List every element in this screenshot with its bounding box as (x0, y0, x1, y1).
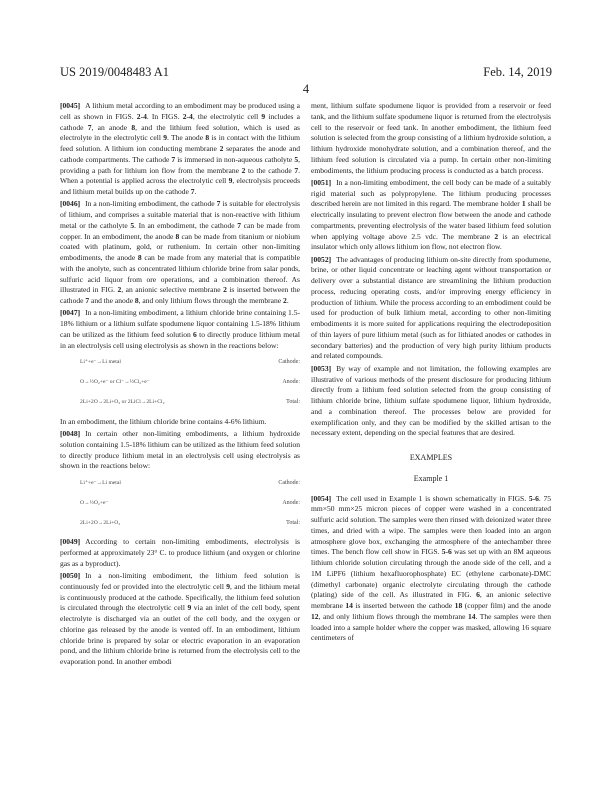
reference-numeral: 8 (205, 133, 210, 143)
reference-numeral: 9 (261, 111, 266, 121)
reference-numeral: 2 (283, 296, 287, 306)
paragraph-text: , an anode (91, 122, 132, 132)
equation-text: 2Li+2O→2Li+O₂ (80, 519, 121, 526)
reference-numeral: 6 (193, 329, 197, 339)
reference-numeral: 2-4 (182, 111, 193, 121)
reaction-equation (80, 397, 300, 408)
paragraph (60, 199, 300, 307)
reference-numeral: 1 (521, 199, 526, 209)
paragraph-text: , and only lithium flows through the membrane (138, 296, 284, 306)
paragraph-number: [0052] (311, 254, 332, 264)
paragraph-number: [0045] (60, 101, 81, 110)
left-column (60, 101, 300, 669)
paragraph-text: is immersed in non-aqueous catholyte (175, 154, 295, 164)
reference-numeral: 2 (494, 231, 499, 241)
equation-text: Li⁺+e⁻→Li metal (80, 480, 121, 487)
reference-numeral: 12 (311, 611, 319, 621)
reference-numeral: 2 (219, 144, 224, 153)
reference-numeral: 9 (228, 176, 233, 186)
paragraph-text: . In FIGS. (146, 111, 183, 121)
paragraph-text: The cell used in Example 1 is shown schematically in FIGS. (336, 493, 529, 503)
paragraph-text: In a non-limiting embodiment, a lithium chloride brine containing 1.5-18% lithium or a lithium sulfate spodumene liquor containing 1.5-18% lithium can be utilized as the lithium feed solution (60, 308, 300, 339)
reference-numeral: 2 (241, 165, 246, 175)
reference-numeral: 8 (131, 122, 136, 132)
equation-label: Anode: (282, 499, 300, 506)
right-column (311, 101, 551, 646)
paragraph-text: separates the anode and cathode compartments. The cathode (60, 144, 300, 164)
paragraph-text: , electrolysis proceeds and lithium metal builds up on the cathode (60, 176, 301, 196)
equation-text: 2Li+2O→2Li+O₂ or 2LiCl→2Li+Cl₂ (80, 398, 165, 405)
paragraph-text: In an embodiment, the lithium chloride brine contains 4-6% lithium. (60, 416, 267, 426)
reaction-equation (80, 357, 300, 368)
paragraph (60, 429, 300, 472)
paragraph-text: , and the lithium feed solution, which is used as electrolyte in the electrolytic cell (60, 122, 300, 143)
reaction-equation (80, 377, 300, 388)
paragraph-text: and the anode (89, 296, 135, 306)
paragraph-text: A lithium metal according to an embodiment may be produced using a cell as shown in FIGS. (60, 101, 300, 121)
equation-label: Anode: (282, 379, 300, 386)
paragraph-number: [0051] (311, 177, 332, 187)
reaction-equation (80, 478, 300, 489)
paragraph-continuation (60, 417, 300, 428)
reference-numeral: 14 (345, 601, 353, 611)
reference-numeral: 9 (187, 603, 192, 613)
paragraph-text: By way of example and not limitation, the following examples are illustrative of various methods of the present disclosure for producing lithium directly from a lithium feed solution selected from the group consisting of lithium chloride brine, lithium sulfate spodumene liquor, lithium hydroxide, and a combination thereof. The processes below are provided for exemplification only, and they can be modified by the skilled artisan to the necessary extent, depending on the special features that are desired. (311, 363, 551, 438)
paragraph-text: is inserted between the cathode (352, 601, 455, 611)
paragraph-text: ment, lithium sulfate spodumene liquor is provided from a reservoir or feed tank, and the lithium sulfate spodumene liquor is returned from the electrolysis cell to the reservoir or feed tank. In another embodiment, the lithium feed solution is selected from the group consisting of a lithium hydroxide solution, a lithium hydroxide monohydrate solution, and a combination thereof, and the lithium feed solution is circulated via a pump. In certain other non-limiting embodiments, the lithium producing process is conducted as a batch process. (311, 101, 552, 175)
equation-label: Total: (286, 519, 300, 526)
paragraph-text: , the electrolytic cell (192, 111, 262, 121)
reference-numeral: 5 (294, 154, 299, 164)
paragraph (60, 537, 300, 569)
reaction-equation (80, 498, 300, 509)
reference-numeral: 2-4 (136, 111, 147, 121)
reference-numeral: 7 (190, 187, 195, 196)
paragraph-text: (copper film) and the anode (462, 601, 551, 611)
paragraph-number: [0053] (311, 363, 332, 373)
section-heading: EXAMPLES (409, 453, 453, 463)
paragraph-text: is inserted between the cathode (60, 285, 300, 306)
paragraph-text: , providing a path for lithium ion flow from the membrane (60, 154, 301, 175)
paragraph (311, 255, 551, 363)
paragraph-text: can be made from any material that is compatible with the anolyte, such as concentrated lithium chloride brine from salar ponds, sulfuric acid liquor from ore operations, and a combination thereof. As illustrated in FIG. (60, 253, 300, 295)
paragraph-text: to directly produce lithium metal in an electrolysis cell using electrolysis as shown in the reactions below: (60, 329, 300, 350)
paragraph-text: can be made from copper. In an embodiment, the anode (60, 220, 301, 241)
reference-numeral: 5-6 (528, 493, 539, 503)
reference-numeral: 7 (216, 199, 221, 209)
reference-numeral: 7 (87, 122, 92, 132)
page-number: 4 (302, 82, 310, 96)
paragraph-text: In a non-limiting embodiment, the cell body can be made of a suitably rigid material such as polypropylene. The lithium producing processes described herein are not limited in this regard. The membrane holder (311, 177, 551, 209)
reference-numeral: 6 (476, 590, 480, 600)
paragraph-text: The advantages of producing lithium on-site directly from spodumene, brine, or other liquid concentrate or leaching agent without transportation or delivery over a substantial distance are streamlining the lithium production process, reducing operating costs, and/or improving energy efficiency in production of lithium. While the process according to an embodiment could be used for production of bulk lithium metal, according to other non-limiting embodiments it is more suited for applications requiring the electrodeposition of thin layers of pure lithium metal (such as for lithiated anodes or cathodes in secondary batteries) and the production of very high purity lithium products and related compounds. (311, 254, 551, 361)
paragraph-text: , and the lithium metal is continuously produced at the cathode. Specifically, the lithium feed solution is circulated through the electrolytic cell (60, 581, 300, 613)
equation-label: Total: (286, 398, 300, 405)
paragraph (60, 308, 300, 351)
paragraph-text: . In an embodiment, the cathode (134, 220, 238, 230)
reference-numeral: 2 (223, 285, 227, 295)
paragraph-text: shall be electrically insulating to prevent electron flow between the anode and cathode compartments, preventing electrolysis of the water based lithium feed solution when applying voltage above 2.5 vdc. The membrane (311, 199, 551, 241)
paragraph-text: is an electrical insulator which only allows lithium ion flow, not electron flow. (311, 231, 552, 252)
paragraph-text: . (286, 296, 289, 306)
paragraph-text: includes a cathode (60, 111, 301, 132)
publication-number: US 2019/0048483 A1 (60, 65, 170, 79)
equation-label: Cathode: (278, 359, 300, 366)
reference-numeral: 9 (163, 133, 167, 143)
paragraph-text: In certain other non-limiting embodiments, a lithium hydroxide solution containing 1.5-18% lithium can be utilized as the lithium feed solution to directly produce lithium metal in an electrolysis cell using electrolysis as shown in the reactions below: (60, 429, 300, 471)
paragraph-text: can be made from titanium or niobium coated with platinum, gold, or ruthenium. In certain other non-limiting embodiments, the anode (60, 231, 300, 263)
paragraph-text: is in contact with the lithium feed solution. A lithium ion conducting membrane (60, 133, 300, 153)
publication-date: Feb. 14, 2019 (483, 65, 552, 79)
paragraph-number: [0047] (60, 308, 81, 318)
paragraph-number: [0048] (60, 429, 81, 439)
paragraph (311, 178, 551, 253)
reference-numeral: 7 (85, 296, 90, 306)
reference-numeral: 7 (294, 165, 299, 175)
paragraph (60, 101, 300, 198)
reference-numeral: 8 (175, 231, 180, 241)
paragraph-text: , and only lithium flows through the membrane (318, 611, 468, 621)
equation-text: O→½O₂+e⁻ or Cl⁻→½Cl₂+e⁻ (80, 379, 150, 386)
equation-text: Li⁺+e⁻→Li metal (80, 359, 121, 366)
paragraph-text: In a non-limiting embodiment, the lithium feed solution is continuously fed or provided into the electrolytic cell (60, 571, 300, 591)
reaction-equation (80, 518, 300, 529)
reference-numeral: 5 (130, 220, 135, 230)
reference-numeral: 5-6 (441, 547, 452, 557)
paragraph-text: In a non-limiting embodiment, the cathode (85, 199, 217, 209)
paragraph-text: . 75 mm×50 mm×25 micron pieces of copper were washed in a concentrated sulfuric acid solution. The samples were then rinsed with deionized water three times, and dried with a wipe. The samples were then loaded into an argon atmosphere glove box, exchanging the atmosphere of the antechamber three times. The bench flow cell show in FIGS. (311, 493, 551, 557)
paragraph (311, 364, 551, 439)
paragraph-number: [0049] (60, 537, 81, 547)
reference-numeral: 2 (117, 285, 122, 295)
paragraph-text: According to certain non-limiting embodiments, electrolysis is performed at approximately 23° C. to produce lithium (and oxygen or chlorine gas as a byproduct). (60, 537, 300, 568)
paragraph-number: [0050] (60, 571, 81, 581)
reference-numeral: 8 (137, 253, 142, 263)
paragraph-text: . The samples were then loaded into a sample holder where the copper was masked, allowing 16 square centimeters of (311, 611, 551, 643)
paragraph-continuation (311, 101, 551, 176)
paragraph-text: was set up with an 8M aqueous lithium chloride solution circulating through the anode side of the cell, and a 1M LiPF6 (lithium hexafluorophosphate) EC (ethylene carbonate)-DMC (dimethyl carbonate) organic electrolyte circulating through the cathode (plating) side of the cell. As illustrated in FIG. (311, 547, 551, 600)
reference-numeral: 14 (467, 611, 476, 621)
equation-text: O→½O₂+e⁻ (80, 499, 109, 506)
example-heading: Example 1 (413, 473, 449, 483)
reference-numeral: 18 (454, 601, 463, 611)
paragraph-number: [0054] (311, 493, 332, 503)
paragraph-number: [0046] (60, 199, 81, 209)
reference-numeral: 7 (237, 220, 242, 230)
reference-numeral: 7 (171, 154, 176, 164)
paragraph-text: , an anionic selective membrane (121, 285, 224, 295)
equation-label: Cathode: (278, 480, 300, 487)
reference-numeral: 9 (226, 581, 231, 591)
paragraph-text: is suitable for electrolysis of lithium, and comprises a suitable material that is non-reactive with lithium metal or the catholyte (60, 199, 300, 230)
paragraph-text: via an inlet of the cell body, spent electrolyte is discharged via an outlet of the cell body, and the oxygen or chlorine gas released by the anode is vented off. In an embodiment, lithium chloride brine is prepared by solar or electric evaporation in an evaporation pond, and the lithium chloride brine is returned from the electrolysis cell to the evaporation pond. In another embodi (60, 603, 300, 667)
paragraph (60, 571, 300, 668)
reference-numeral: 8 (134, 296, 139, 306)
paragraph-text: . (194, 187, 197, 196)
paragraph-text: . When a potential is applied across the electrolytic cell (60, 165, 300, 186)
paragraph-text: . The anode (166, 133, 206, 143)
paragraph-text: to the cathode (245, 165, 295, 175)
paragraph (311, 494, 551, 645)
paragraph-text: , an anionic selective membrane (311, 590, 551, 611)
